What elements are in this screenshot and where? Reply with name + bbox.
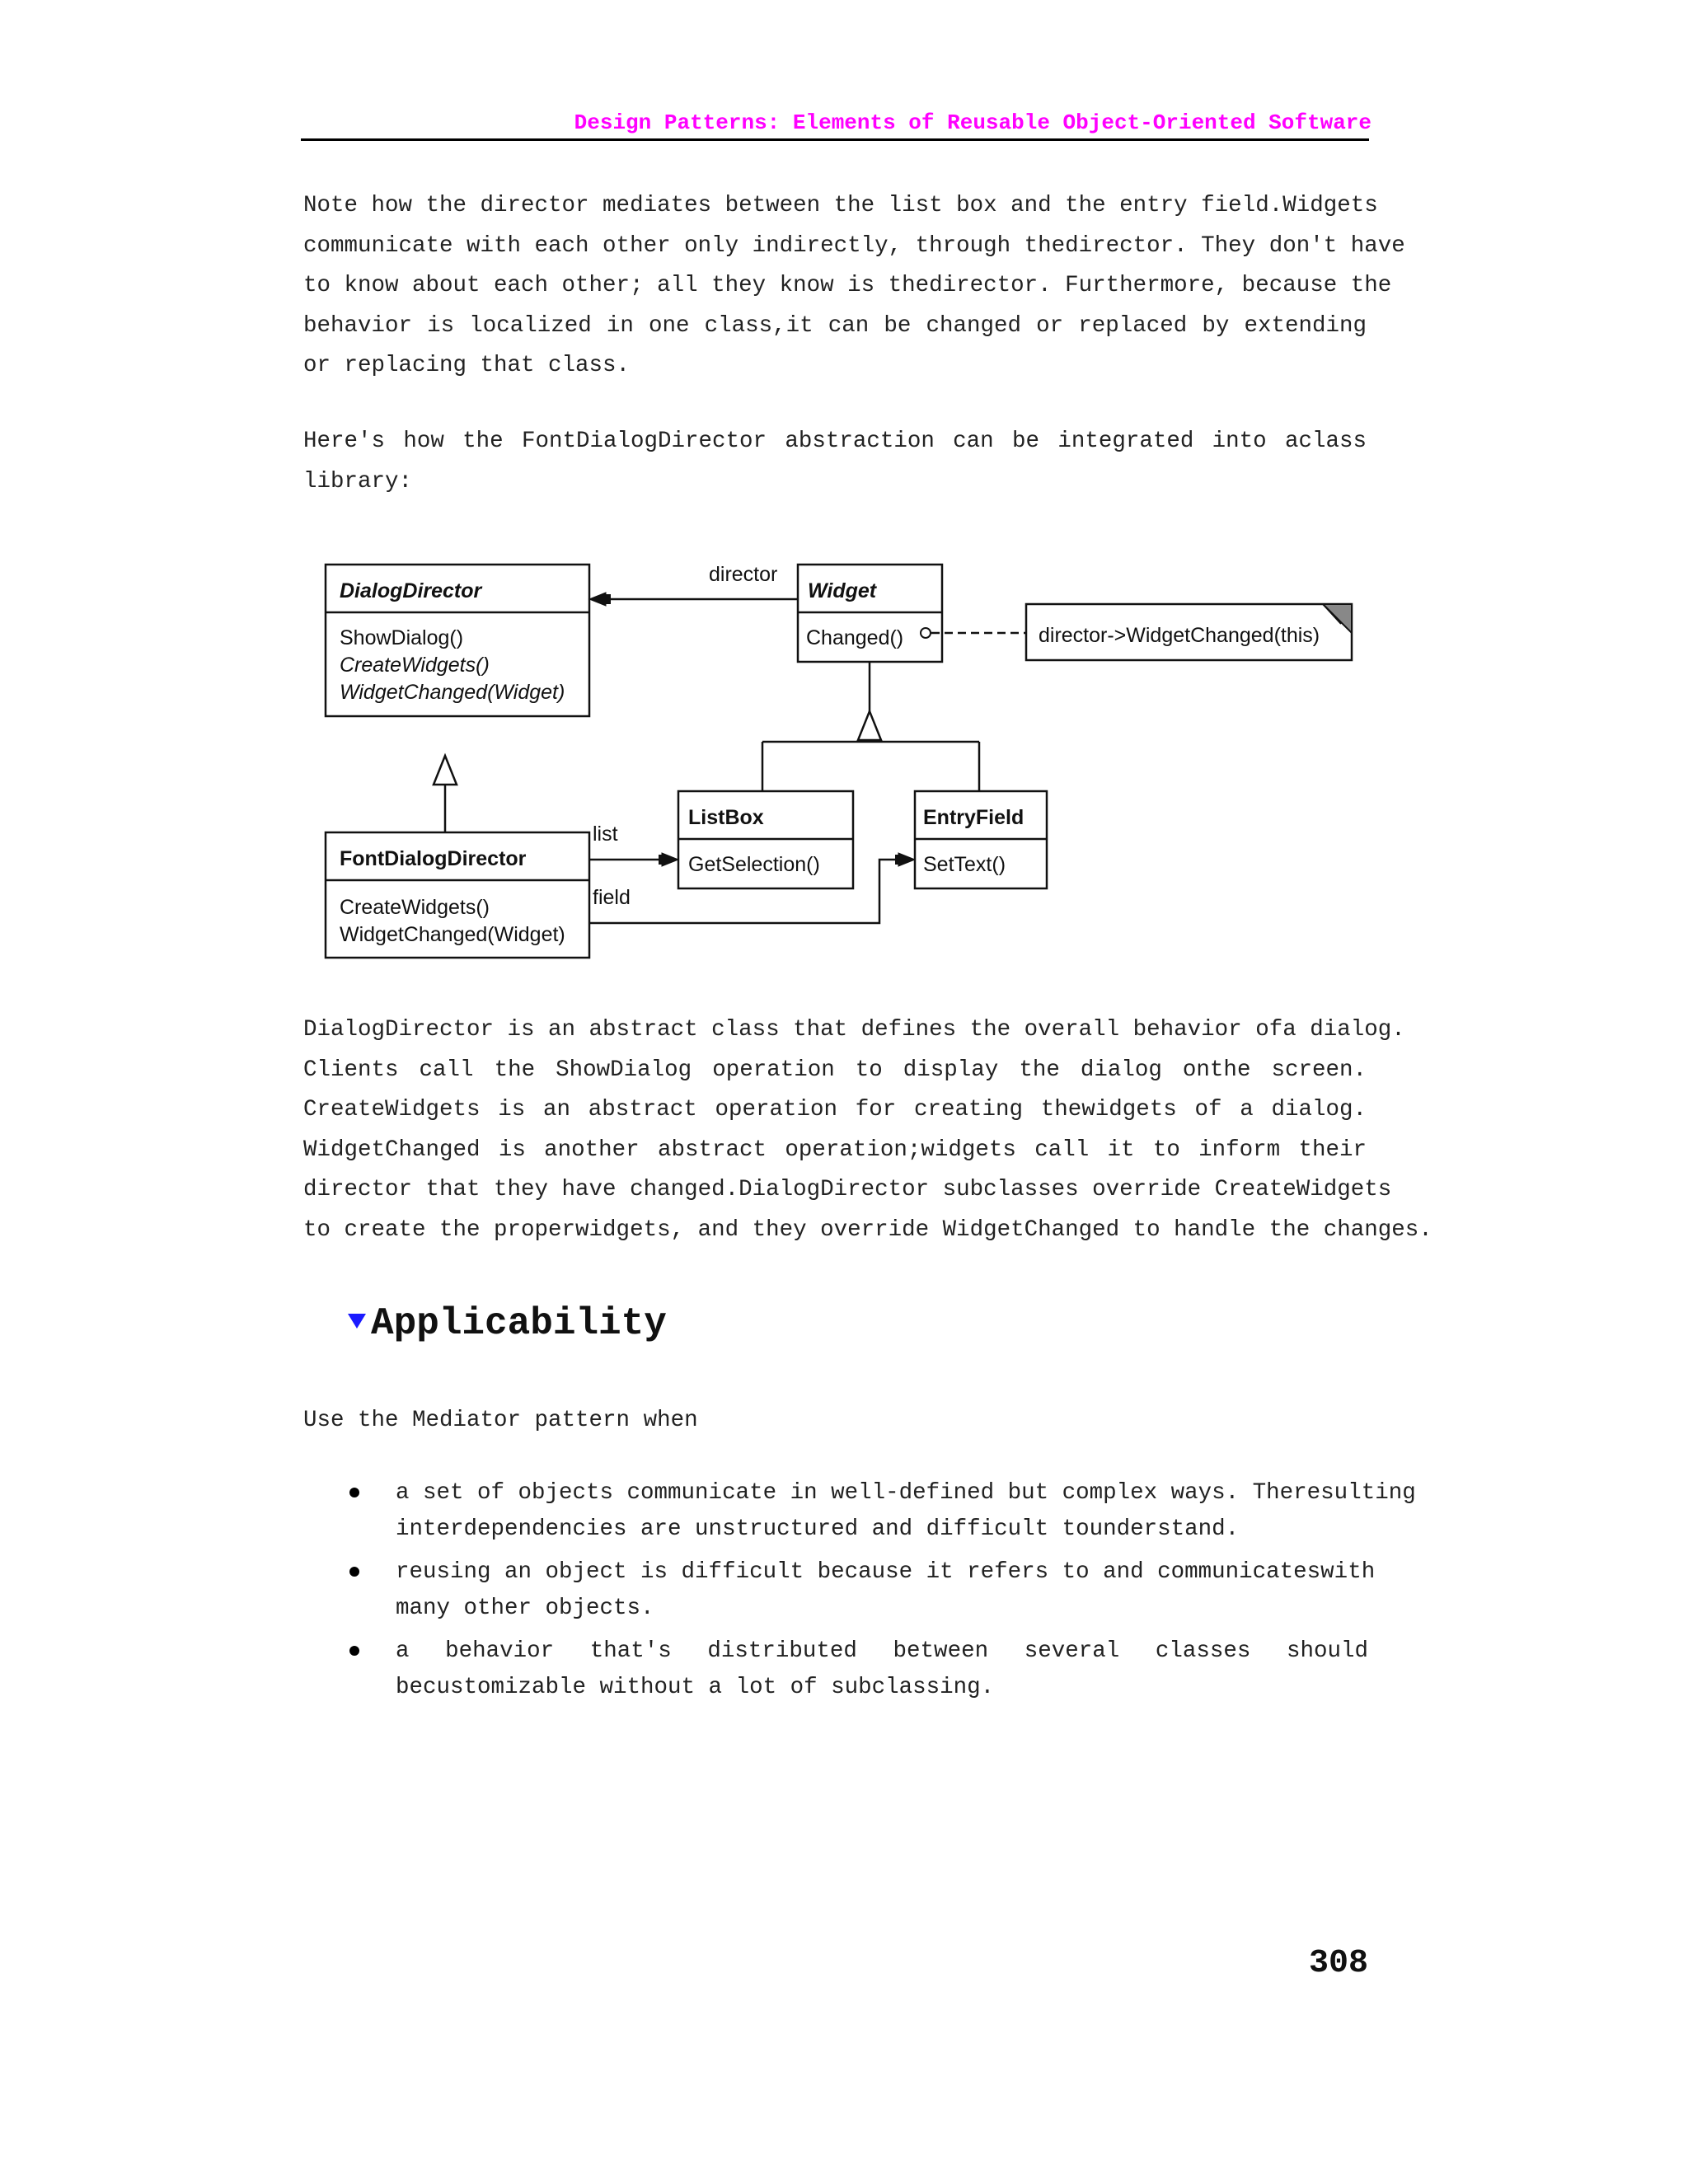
applicability-list	[303, 1475, 1416, 1713]
paragraph-line: Clients call the ShowDialog operation to display the dialog onthe screen.	[303, 1057, 1367, 1083]
paragraph-line: Note how the director mediates between the list box and the entry field.Widgets	[303, 193, 1378, 218]
paragraph-line: to know about each other; all they know is thedirector. Furthermore, because the	[303, 273, 1392, 298]
integration-paragraph	[303, 422, 1367, 502]
list-item-line: reusing an object is difficult because it refers to and communicateswith	[396, 1559, 1376, 1585]
listbox-name: ListBox	[688, 806, 764, 829]
page-number: 308	[1308, 1945, 1368, 1982]
paragraph-line: DialogDirector is an abstract class that defines the overall behavior ofa dialog.	[303, 1017, 1405, 1043]
list-item	[303, 1554, 1376, 1627]
list-item-line: interdependencies are unstructured and difficult tounderstand.	[396, 1516, 1240, 1542]
paragraph-line: behavior is localized in one class,it can be changed or replaced by extending	[303, 312, 1367, 339]
uml-class-diagram	[317, 548, 1356, 960]
director-arrowhead	[589, 593, 606, 606]
paragraph-line: Use the Mediator pattern when	[303, 1408, 698, 1433]
dialog-director-name: DialogDirector	[340, 579, 482, 602]
listbox-op: GetSelection()	[688, 853, 820, 876]
bullet-icon	[349, 1646, 359, 1656]
note-text: director->WidgetChanged(this)	[1039, 624, 1320, 647]
list-item-line: becustomizable without a lot of subclassing.	[396, 1675, 995, 1700]
entryfield-op: SetText()	[923, 853, 1006, 876]
widget-op: Changed()	[806, 626, 904, 649]
list-item-line: a set of objects communicate in well-defined but complex ways. Theresulting	[396, 1480, 1416, 1506]
field-arrowhead	[898, 853, 915, 866]
list-arrowhead	[662, 853, 678, 866]
dialog-director-op: ShowDialog()	[340, 626, 464, 649]
list-item-line: a behavior that's distributed between several classes should	[396, 1638, 1368, 1664]
applicability-intro	[303, 1401, 1367, 1441]
field-role-label: field	[593, 886, 631, 909]
list-item	[303, 1633, 1368, 1706]
bullet-icon	[349, 1567, 359, 1577]
list-item-line: many other objects.	[396, 1596, 654, 1621]
paragraph-line: communicate with each other only indirectly, through thedirector. They don't have	[303, 232, 1405, 259]
paragraph-line: CreateWidgets is an abstract operation for creating thewidgets of a dialog.	[303, 1097, 1367, 1122]
dialog-director-op: WidgetChanged(Widget)	[340, 681, 565, 704]
paragraph-line: Here's how the FontDialogDirector abstraction can be integrated into aclass	[303, 429, 1367, 454]
list-role-label: list	[593, 823, 618, 846]
font-dialog-director-name: FontDialogDirector	[340, 847, 527, 870]
bullet-icon	[349, 1488, 359, 1497]
disclosure-triangle-icon[interactable]	[348, 1314, 366, 1329]
widget-name: Widget	[808, 579, 877, 602]
entryfield-name: EntryField	[923, 806, 1025, 829]
widget-inheritance-triangle	[858, 711, 881, 740]
dialog-director-op: CreateWidgets()	[340, 654, 490, 677]
section-heading-text: Applicability	[371, 1302, 667, 1345]
intro-paragraph	[303, 186, 1405, 387]
section-heading	[348, 1302, 667, 1345]
list-item	[303, 1475, 1416, 1548]
paragraph-line: or replacing that class.	[303, 353, 631, 378]
font-dialog-director-op: CreateWidgets()	[340, 896, 490, 919]
paragraph-line: library:	[303, 468, 413, 494]
description-paragraph	[303, 1010, 1432, 1250]
paragraph-line: director that they have changed.DialogDirector subclasses override CreateWidgets	[303, 1177, 1392, 1202]
running-header-title: Design Patterns: Elements of Reusable Object-Oriented Software	[574, 110, 1372, 135]
font-dialog-director-op: WidgetChanged(Widget)	[340, 923, 565, 946]
director-inheritance-triangle	[434, 756, 457, 785]
paragraph-line: WidgetChanged is another abstract operation;widgets call it to inform their	[303, 1137, 1367, 1163]
note-anchor-circle	[921, 628, 931, 638]
director-role-label: director	[709, 563, 778, 586]
header-rule	[301, 138, 1369, 141]
paragraph-line: to create the properwidgets, and they override WidgetChanged to handle the changes.	[303, 1216, 1432, 1243]
